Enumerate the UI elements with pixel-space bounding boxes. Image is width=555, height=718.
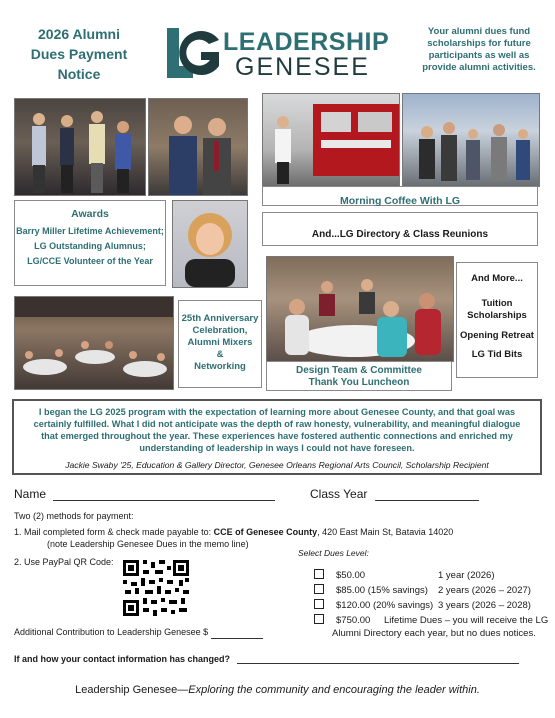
anniversary-box [178,300,262,388]
more-item: Tuition [481,298,513,309]
photo-award-group [14,98,146,196]
awards-box [14,200,166,286]
dues-option-3-years[interactable] [314,599,531,611]
footer-org: Leadership Genesee [75,684,178,696]
name-label: Name [14,487,47,501]
photo-anniversary-hall [14,296,174,390]
testimonial-attribution: Jackie Swaby '25, Education & Gallery Director, Genesee Orleans Regional Arts Council, Scholarship Recipient [65,460,489,470]
dues-term: 3 years (2026 – 2028) [438,600,531,611]
photo-two-men [148,98,248,196]
mail-address: , 420 East Main St, Batavia 14020 [317,527,454,537]
people-silhouette-icon [15,99,145,195]
notice-title-line: Notice [57,66,101,82]
paypal-qr-code[interactable] [121,558,191,618]
award-line: Barry Miller Lifetime Achievement; [16,226,164,236]
tagline-line: participants as well as [428,50,530,61]
dues-checkbox[interactable] [314,599,324,609]
dues-checkbox[interactable] [314,614,324,624]
name-input-line[interactable] [53,500,275,501]
dues-checkbox[interactable] [314,569,324,579]
more-heading: And More... [471,273,523,284]
anniversary-line: Alumni Mixers [187,337,253,348]
notice-title [14,24,144,84]
notice-title-line: 2026 Alumni [38,26,120,42]
testimonial-box [12,399,542,475]
photo-portrait [172,200,248,288]
mail-payee: CCE of Genesee County [213,527,318,537]
dues-term: 2 years (2026 – 2027) [438,585,531,596]
award-line: LG/CCE Volunteer of the Year [27,256,153,266]
photo-luncheon [266,256,454,362]
class-year-field[interactable] [310,487,479,501]
leadership-genesee-logo [165,26,397,82]
name-field[interactable] [14,487,275,501]
mail-method-prefix: 1. Mail completed form & check made payable to: [14,527,214,537]
more-item: LG Tid Bits [471,349,523,360]
dues-amount: $85.00 (15% savings) [336,585,428,596]
tagline-line: Your alumni dues fund [427,26,531,37]
footer-slogan-text: Exploring the community and encouraging the leader within. [188,684,480,696]
fire-truck-icon [263,94,399,186]
class-year-input-line[interactable] [375,500,479,501]
dues-amount: $50.00 [336,570,366,581]
class-year-label: Class Year [310,487,368,501]
testimonial-text: I began the LG 2025 program with the expectation of learning more about Genesee County, and that goal was certainly fulfilled. What I did not anticipate was the depth of raw honesty, vulnerability, and meaningful dialogue that emerged throughout the year. These experiences have fostered authentic connections and enriched my understanding of leadership in ways I could not have foreseen. [33,407,521,453]
portrait-person-icon [173,201,247,287]
dues-option-2-years[interactable] [314,584,531,596]
logo-word-genesee: GENESEE [235,53,370,81]
award-line: LG Outstanding Alumnus; [34,241,146,251]
and-more-box [456,262,538,378]
anniversary-line: & [216,349,224,360]
morning-coffee-label: Morning Coffee With LG [339,195,461,207]
dues-amount: $750.00 [336,615,371,626]
tagline-line: provide alumni activities. [422,62,536,73]
payment-methods-intro: Two (2) methods for payment: [14,511,134,521]
directory-label: And...LG Directory & Class Reunions [311,229,489,240]
select-dues-label: Select Dues Level: [298,548,369,558]
dues-tagline [414,26,544,74]
luncheon-caption [266,361,452,391]
logo-word-leadership: LEADERSHIP [223,28,390,56]
payment-method-paypal: 2. Use PayPal QR Code: [14,557,114,567]
luncheon-line: Design Team & Committee [296,365,422,376]
more-item: Opening Retreat [460,330,534,341]
luncheon-line: Thank You Luncheon [308,377,410,388]
dues-term: Lifetime Dues – you will receive the LG [384,615,549,626]
additional-contribution-input-line[interactable] [211,638,263,639]
anniversary-line: Celebration, [192,325,248,336]
dues-checkbox[interactable] [314,584,324,594]
lg-logo-mark-icon [165,26,221,80]
contact-change-input-line[interactable] [237,663,519,664]
dues-term: 1 year (2026) [438,570,495,581]
photo-outdoor-group [402,93,540,187]
banquet-hall-icon [15,297,173,389]
notice-title-line: Dues Payment [30,46,128,62]
dues-option-lifetime[interactable] [314,614,548,626]
more-item: Scholarships [467,310,527,321]
tagline-line: scholarships for future [427,38,531,49]
footer-dash: — [177,684,189,696]
anniversary-line: Networking [194,361,246,372]
additional-contribution-field[interactable] [14,626,263,639]
awards-title: Awards [71,208,109,220]
lifetime-dues-note: Alumni Directory each year, but no dues notices. [332,628,536,639]
dues-option-1-year[interactable] [314,569,495,581]
anniversary-line: 25th Anniversary [181,313,259,324]
contact-change-label: If and how your contact information has changed? [14,654,231,664]
contact-change-field[interactable] [14,654,519,664]
mail-memo-note: (note Leadership Genesee Dues in the memo line) [47,539,249,549]
people-silhouette-icon [403,94,539,186]
photo-fire-truck [262,93,400,187]
directory-box [262,212,538,246]
qr-code-icon [121,558,191,618]
footer-slogan [0,684,555,696]
people-silhouette-icon [149,99,247,195]
dues-amount: $120.00 (20% savings) [336,600,434,611]
luncheon-table-icon [267,257,453,361]
additional-contribution-label: Additional Contribution to Leadership Genesee $ [14,627,209,637]
morning-coffee-caption [262,186,538,206]
